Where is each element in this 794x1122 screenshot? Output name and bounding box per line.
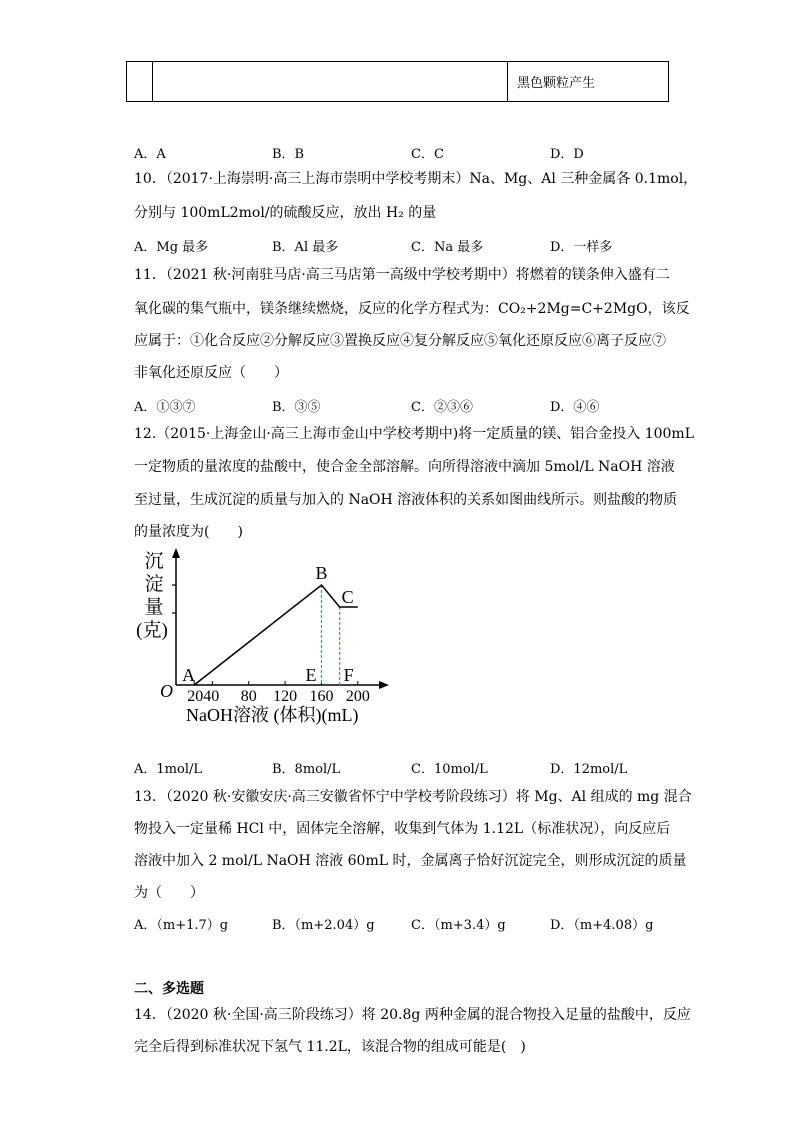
q10-option-d: D．一样多	[550, 240, 613, 255]
precipitate-curve	[194, 585, 358, 685]
q13-option-d: D．（m+4.08）g	[550, 918, 654, 933]
q11-option-b: B．③⑤	[272, 400, 321, 415]
q11-option-d: D．④⑥	[550, 400, 600, 415]
q12-option-d: D．12mol/L	[550, 762, 628, 777]
q11-line-4: 非氧化还原反应（ ）	[134, 365, 288, 381]
q14-line-1: 14．（2020 秋·全国·高三阶段练习）将 20.8g 两种金属的混合物投入足量的盐酸中，反应	[134, 1007, 691, 1023]
q10-option-a: A．Mg 最多	[134, 240, 209, 255]
point-label-b: B	[315, 563, 328, 583]
answer-table-row	[126, 61, 669, 102]
q11-option-c: C．②③⑥	[411, 400, 473, 415]
q12-line-3: 至过量，生成沉淀的质量与加入的 NaOH 溶液体积的关系如图曲线所示。则盐酸的物质	[134, 492, 678, 508]
x-tick-label: 120	[273, 688, 298, 705]
precipitate-chart	[130, 545, 400, 725]
q13-line-3: 溶液中加入 2 mol/L NaOH 溶液 60mL 时，金属离子恰好沉淀完全，则形成沉淀的质量	[134, 853, 687, 869]
q9-option-a: A．A	[134, 147, 166, 162]
x-tick-label: 200	[345, 688, 370, 705]
q13-line-2: 物投入一定量稀 HCl 中，固体完全溶解，收集到气体为 1.12L（标准状况），向反应后	[134, 821, 671, 837]
table-cell-3: 黑色颗粒产生	[517, 76, 596, 91]
q9-option-b: B．B	[272, 147, 305, 162]
x-axis-label: NaOH溶液 (体积)(mL)	[186, 705, 359, 725]
y-axis	[172, 548, 180, 685]
point-label-f: F	[343, 665, 354, 685]
y-label-char-1: 沉	[144, 551, 164, 572]
q11-option-a: A．①③⑦	[134, 400, 196, 415]
section-title: 二、多选题	[134, 981, 204, 997]
q13-option-b: B．（m+2.04）g	[272, 918, 375, 933]
q11-line-1: 11．（2021 秋·河南驻马店·高三马店第一高级中学校考期中）将燃着的镁条伸入盛有二	[134, 267, 670, 283]
q12-option-c: C．10mol/L	[411, 762, 488, 777]
y-label-char-2: 淀	[144, 574, 164, 595]
q11-line-3: 应属于：①化合反应②分解反应③置换反应④复分解反应⑤氧化还原反应⑥离子反应⑦	[134, 333, 666, 349]
q13-option-a: A．（m+1.7）g	[134, 918, 229, 933]
q12-line-4: 的量浓度为( )	[134, 524, 243, 540]
point-label-c: C	[341, 587, 354, 607]
q10-option-b: B．Al 最多	[272, 240, 339, 255]
point-label-e: E	[305, 665, 317, 685]
y-label-char-3: 量	[144, 597, 164, 618]
q10-option-c: C．Na 最多	[411, 240, 484, 255]
y-label-char-4: (克)	[136, 620, 168, 641]
table-cell-2	[153, 62, 508, 101]
q12-option-b: B．8mol/L	[272, 762, 341, 777]
q13-option-c: C．（m+3.4）g	[411, 918, 506, 933]
x-tick-label: 2040	[187, 688, 220, 705]
point-label-a: A	[182, 665, 196, 685]
q12-option-a: A．1mol/L	[134, 762, 202, 777]
q13-line-4: 为（ ）	[134, 885, 204, 901]
q10-line-1: 10．（2017·上海崇明·高三上海市崇明中学校考期末）Na、Mg、Al 三种金属各 0.1mol，	[134, 171, 698, 187]
q14-line-2: 完全后得到标准状况下氢气 11.2L，该混合物的组成可能是( )	[134, 1039, 526, 1055]
q13-line-1: 13．（2020 秋·安徽安庆·高三安徽省怀宁中学校考阶段练习）将 Mg、Al 组成的 mg 混合	[134, 789, 692, 805]
q9-option-c: C．C	[411, 147, 444, 162]
x-tick-label: 160	[309, 688, 334, 705]
q9-option-d: D．D	[550, 147, 584, 162]
origin-label: O	[160, 681, 173, 701]
q12-line-1: 12.（2015·上海金山·高三上海市金山中学校考期中)将一定质量的镁、铝合金投入 100mL	[134, 426, 694, 442]
q10-line-2: 分别与 100mL2mol/的硫酸反应，放出 H₂ 的量	[134, 205, 437, 221]
q12-line-2: 一定物质的量浓度的盐酸中，使合金全部溶解。向所得溶液中滴加 5mol/L NaOH 溶液	[134, 459, 675, 475]
table-cell-1	[127, 62, 153, 101]
q11-line-2: 氧化碳的集气瓶中，镁条继续燃烧，反应的化学方程式为：CO₂+2Mg=C+2MgO，该反	[134, 301, 690, 317]
x-tick-label: 80	[240, 688, 257, 705]
